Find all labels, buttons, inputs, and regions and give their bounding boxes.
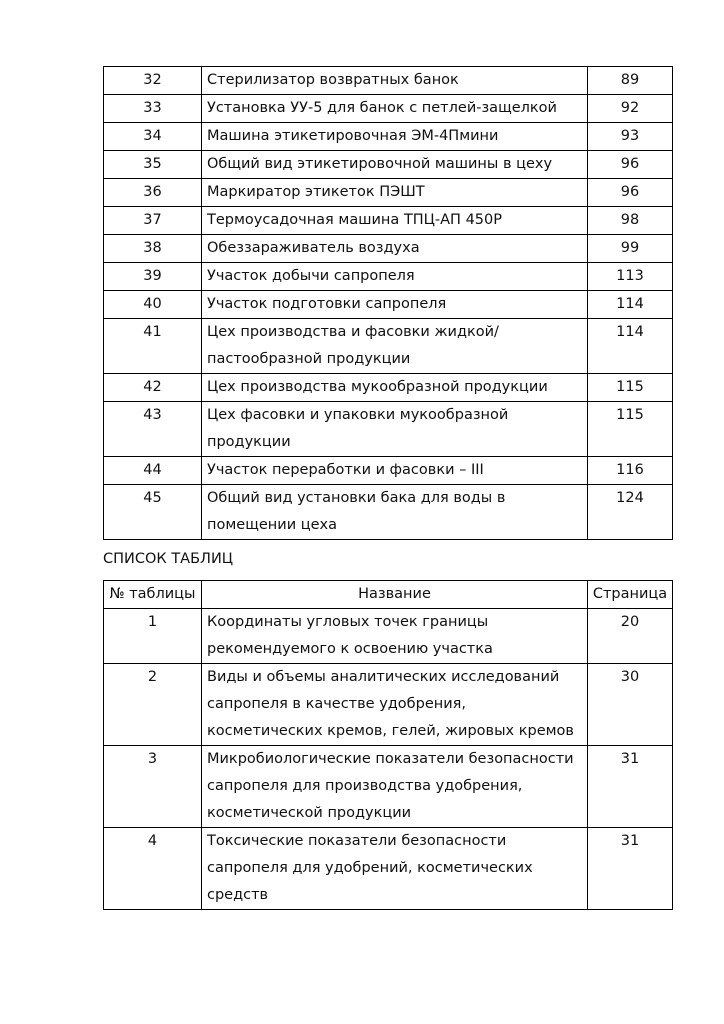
- tables-list-table: [103, 580, 673, 910]
- figure-name: Участок подготовки сапропеля: [202, 291, 588, 319]
- table-row: [104, 207, 673, 235]
- figure-page: 114: [588, 319, 673, 374]
- figure-number: 40: [104, 291, 202, 319]
- figure-page: 93: [588, 123, 673, 151]
- figure-page: 96: [588, 179, 673, 207]
- figure-name: Обеззараживатель воздуха: [202, 235, 588, 263]
- header-page: Страница: [588, 581, 673, 609]
- figure-name: Маркиратор этикеток ПЭШТ: [202, 179, 588, 207]
- figure-name: Общий вид установки бака для воды в помещении цеха: [202, 485, 588, 540]
- table-page: 30: [588, 664, 673, 746]
- figure-name: Участок добычи сапропеля: [202, 263, 588, 291]
- table-number: 3: [104, 746, 202, 828]
- table-row: [104, 123, 673, 151]
- figure-number: 32: [104, 67, 202, 95]
- figure-page: 114: [588, 291, 673, 319]
- figure-name: Цех производства и фасовки жидкой/пастообразной продукции: [202, 319, 588, 374]
- table-row: [104, 374, 673, 402]
- table-row: [104, 263, 673, 291]
- table-row: [104, 67, 673, 95]
- figure-page: 113: [588, 263, 673, 291]
- figure-number: 41: [104, 319, 202, 374]
- table-number: 1: [104, 609, 202, 664]
- figure-number: 36: [104, 179, 202, 207]
- figure-page: 92: [588, 95, 673, 123]
- table-row: [104, 485, 673, 540]
- table-row: [104, 151, 673, 179]
- table-row: [104, 402, 673, 457]
- table-row: [104, 609, 673, 664]
- table-row: [104, 457, 673, 485]
- figure-page: 96: [588, 151, 673, 179]
- figure-number: 34: [104, 123, 202, 151]
- table-page: 31: [588, 746, 673, 828]
- table-name: Координаты угловых точек границы рекомендуемого к освоению участка: [202, 609, 588, 664]
- figure-name: Цех производства мукообразной продукции: [202, 374, 588, 402]
- table-name: Виды и объемы аналитических исследований сапропеля в качестве удобрения, косметических кремов, гелей, жировых кремов: [202, 664, 588, 746]
- table-row: [104, 95, 673, 123]
- figure-number: 38: [104, 235, 202, 263]
- table-name: Токсические показатели безопасности сапропеля для удобрений, косметических средств: [202, 828, 588, 910]
- figures-table: [103, 66, 673, 540]
- figure-name: Установка УУ-5 для банок с петлей-защелкой: [202, 95, 588, 123]
- figure-name: Термоусадочная машина ТПЦ-АП 450Р: [202, 207, 588, 235]
- figure-page: 124: [588, 485, 673, 540]
- figure-number: 42: [104, 374, 202, 402]
- figure-number: 43: [104, 402, 202, 457]
- figure-name: Общий вид этикетировочной машины в цеху: [202, 151, 588, 179]
- figure-number: 44: [104, 457, 202, 485]
- figure-number: 45: [104, 485, 202, 540]
- table-number: 2: [104, 664, 202, 746]
- table-header-row: [104, 581, 673, 609]
- table-page: 20: [588, 609, 673, 664]
- figure-page: 116: [588, 457, 673, 485]
- table-row: [104, 664, 673, 746]
- figure-name: Стерилизатор возвратных банок: [202, 67, 588, 95]
- table-row: [104, 291, 673, 319]
- table-row: [104, 746, 673, 828]
- figure-number: 39: [104, 263, 202, 291]
- figure-number: 35: [104, 151, 202, 179]
- table-row: [104, 235, 673, 263]
- figure-page: 98: [588, 207, 673, 235]
- figure-page: 115: [588, 402, 673, 457]
- figure-number: 37: [104, 207, 202, 235]
- figure-page: 115: [588, 374, 673, 402]
- figure-page: 89: [588, 67, 673, 95]
- figure-name: Цех фасовки и упаковки мукообразной продукции: [202, 402, 588, 457]
- tables-list-title: СПИСОК ТАБЛИЦ: [103, 551, 234, 567]
- table-number: 4: [104, 828, 202, 910]
- figure-page: 99: [588, 235, 673, 263]
- header-name: Название: [202, 581, 588, 609]
- table-row: [104, 179, 673, 207]
- figure-name: Участок переработки и фасовки – III: [202, 457, 588, 485]
- table-name: Микробиологические показатели безопасности сапропеля для производства удобрения, косметической продукции: [202, 746, 588, 828]
- figure-name: Машина этикетировочная ЭМ-4Пмини: [202, 123, 588, 151]
- table-row: [104, 828, 673, 910]
- header-number: № таблицы: [104, 581, 202, 609]
- figure-number: 33: [104, 95, 202, 123]
- table-row: [104, 319, 673, 374]
- table-page: 31: [588, 828, 673, 910]
